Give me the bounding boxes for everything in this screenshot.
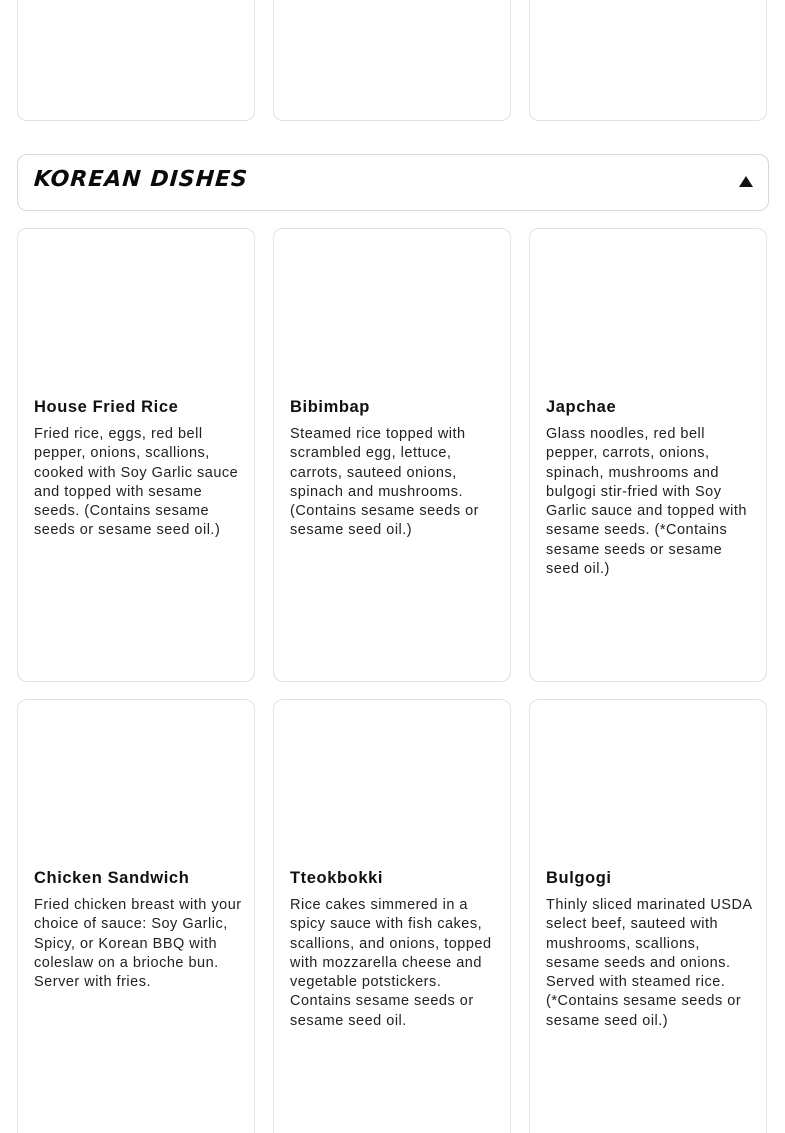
dish-name: Tteokbokki	[290, 869, 384, 887]
dish-image	[530, 229, 766, 389]
menu-item-card[interactable]	[529, 699, 767, 1133]
dish-image	[18, 700, 254, 860]
dish-description: Fried rice, eggs, red bell pepper, onions, scallions, cooked with Soy Garlic sauce and topped with sesame seeds. (Contains sesame seeds or sesame seed oil.)	[34, 426, 239, 539]
korean-dishes-section-header[interactable]	[17, 154, 769, 211]
section-title: KOREAN DISHES	[33, 167, 249, 192]
menu-item-card[interactable]	[273, 228, 511, 682]
caret-up-icon[interactable]	[738, 173, 754, 189]
dish-name: Chicken Sandwich	[34, 869, 190, 887]
dish-name: Bulgogi	[546, 869, 612, 887]
menu-item-card[interactable]	[273, 699, 511, 1133]
menu-item-card[interactable]	[529, 228, 767, 682]
dish-description: Steamed rice topped with scrambled egg, lettuce, carrots, sauteed onions, spinach and mushrooms. (Contains sesame seeds or sesame seed oil.)	[290, 426, 479, 539]
dish-description: Rice cakes simmered in a spicy sauce with fish cakes, scallions, and onions, topped with mozzarella cheese and vegetable potstickers. Contains sesame seeds or sesame seed oil.	[290, 897, 492, 1029]
previous-menu-item-card[interactable]	[17, 0, 255, 121]
dish-image	[18, 229, 254, 389]
menu-item-card[interactable]	[17, 228, 255, 682]
dish-image	[274, 700, 510, 860]
dish-description: Glass noodles, red bell pepper, carrots, onions, spinach, mushrooms and bulgogi stir-fried with Soy Garlic sauce and topped with sesame seeds. (*Contains sesame seeds or sesame seed oil.)	[546, 426, 747, 578]
dish-name: Bibimbap	[290, 398, 370, 416]
dish-image	[530, 700, 766, 860]
dish-image	[274, 229, 510, 389]
dish-description: Thinly sliced marinated USDA select beef, sauteed with mushrooms, scallions, sesame seeds and onions. Served with steamed rice. (*Contains sesame seeds or sesame seed oil.)	[546, 897, 752, 1029]
previous-menu-item-card[interactable]	[273, 0, 511, 121]
dish-name: House Fried Rice	[34, 398, 179, 416]
dish-name: Japchae	[546, 398, 617, 416]
previous-menu-item-card[interactable]	[529, 0, 767, 121]
dish-description: Fried chicken breast with your choice of sauce: Soy Garlic, Spicy, or Korean BBQ with coleslaw on a brioche bun. Server with fries.	[34, 897, 242, 991]
menu-item-card[interactable]	[17, 699, 255, 1133]
